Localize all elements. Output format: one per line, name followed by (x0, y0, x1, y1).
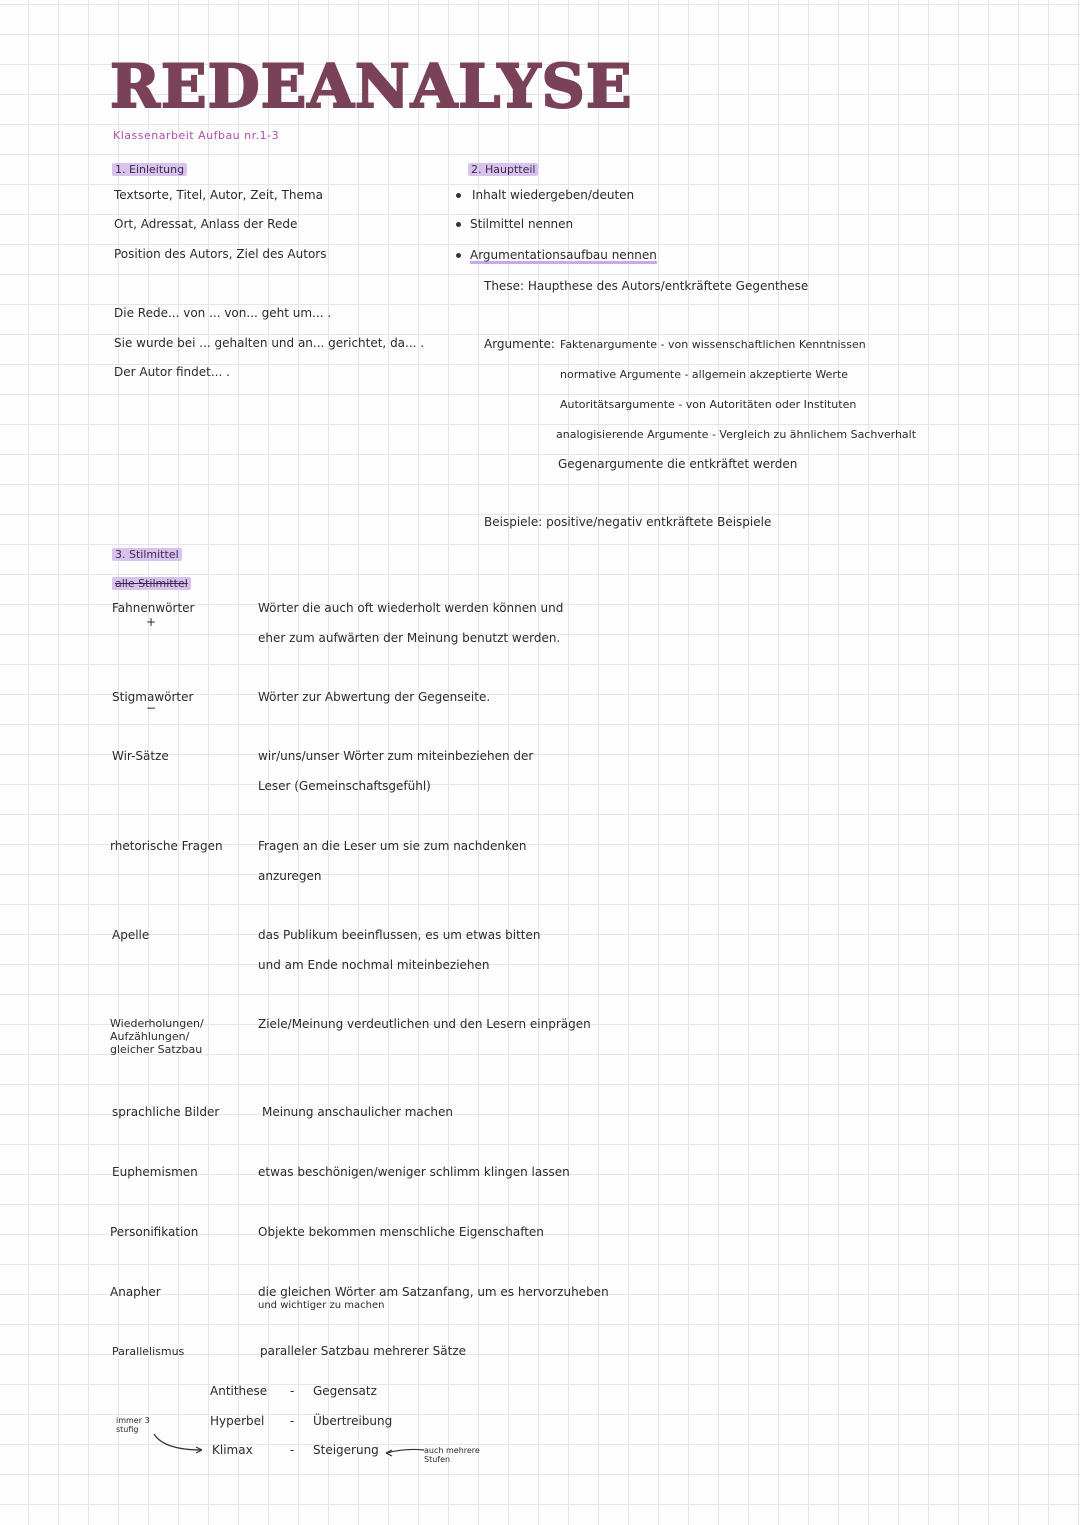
subtitle: Klassenarbeit Aufbau nr.1-3 (113, 129, 280, 142)
argument-item: Autoritätsargumente - von Autoritäten oder Instituten (560, 398, 857, 411)
stilmittel-term: Euphemismen (112, 1165, 198, 1179)
einleitung-line: Textsorte, Titel, Autor, Zeit, Thema (114, 188, 323, 202)
stilmittel-desc: das Publikum beeinflussen, es um etwas bitten (258, 928, 541, 942)
argument-item: normative Argumente - allgemein akzeptierte Werte (560, 368, 849, 381)
beispiele-label: Beispiele: (484, 515, 543, 529)
minus-mark: − (146, 701, 157, 715)
einleitung-phrase: Der Autor findet... . (114, 365, 230, 379)
stilmittel-desc: etwas beschönigen/weniger schlimm klingen lassen (258, 1165, 570, 1179)
stilmittel-term: Fahnenwörter (112, 601, 195, 615)
note-immer: immer 3 stufig (116, 1416, 150, 1434)
stilmittel-desc: Objekte bekommen menschliche Eigenschaften (258, 1225, 544, 1239)
dash: - (290, 1414, 295, 1428)
stilmittel-desc: paralleler Satzbau mehrerer Sätze (260, 1344, 467, 1358)
these-text: Haupthese des Autors/entkräftete Gegenthese (527, 279, 809, 293)
stilmittel-term: Wiederholungen/ Aufzählungen/ gleicher Satzbau (110, 1017, 204, 1056)
dash: - (290, 1384, 295, 1398)
stilmittel-desc: wir/uns/unser Wörter zum miteinbeziehen der (258, 749, 534, 763)
stilmittel-desc: Meinung anschaulicher machen (262, 1105, 453, 1119)
stilmittel-desc: Wörter die auch oft wiederholt werden können und (258, 601, 564, 615)
stilmittel-term: Stigmawörter (112, 690, 194, 704)
hauptteil-heading-text: 2. Hauptteil (468, 163, 538, 176)
einleitung-phrase: Die Rede... von ... von... geht um... . (114, 306, 332, 320)
section-stilmittel-heading (112, 543, 182, 562)
these-label: These: (484, 279, 524, 293)
argument-item: Gegenargumente die entkräftet werden (558, 457, 798, 471)
einleitung-line: Ort, Adressat, Anlass der Rede (114, 217, 298, 231)
stilmittel-term: Apelle (112, 928, 150, 942)
arrow-icon (150, 1430, 220, 1456)
stilmittel-term: sprachliche Bilder (112, 1105, 220, 1119)
hauptteil-bullet: Inhalt wiedergeben/deuten (472, 188, 635, 202)
bullet-icon (456, 253, 461, 258)
argument-item: Faktenargumente - von wissenschaftlichen Kenntnissen (560, 338, 866, 351)
section-einleitung-heading (112, 158, 187, 177)
stilmittel-term: Parallelismus (112, 1345, 185, 1358)
hauptteil-bullet: Stilmittel nennen (470, 217, 574, 231)
argumentationsaufbau-text: Argumentationsaufbau nennen (470, 248, 657, 262)
beispiele-row (484, 515, 771, 529)
extra-term: Klimax (212, 1443, 253, 1457)
stilmittel-subheading (112, 572, 191, 591)
stilmittel-term: Wir-Sätze (112, 749, 169, 763)
extra-desc: Steigerung (313, 1443, 379, 1457)
stilmittel-desc: Fragen an die Leser um sie zum nachdenken (258, 839, 527, 853)
argumente-label: Argumente: (484, 337, 555, 351)
stilmittel-desc: und am Ende nochmal miteinbeziehen (258, 958, 490, 972)
stilmittel-desc: Ziele/Meinung verdeutlichen und den Lesern einprägen (258, 1017, 591, 1031)
stilmittel-desc: Wörter zur Abwertung der Gegenseite. (258, 690, 491, 704)
plus-mark: + (146, 615, 157, 629)
stilmittel-subheading-text: alle Stilmittel (112, 577, 191, 590)
argument-item: analogisierende Argumente - Vergleich zu ähnlichem Sachverhalt (556, 428, 917, 441)
note-mehrere-stufen: auch mehrere Stufen (424, 1446, 480, 1464)
stilmittel-desc: und wichtiger zu machen (258, 1300, 385, 1311)
stilmittel-heading-text: 3. Stilmittel (112, 548, 182, 561)
page-title: REDEANALYSE (110, 52, 633, 122)
extra-term: Hyperbel (210, 1414, 265, 1428)
beispiele-text: positive/negativ entkräftete Beispiele (546, 515, 772, 529)
extra-term: Antithese (210, 1384, 268, 1398)
einleitung-heading-text: 1. Einleitung (112, 163, 187, 176)
stilmittel-desc: eher zum aufwärten der Meinung benutzt werden. (258, 631, 561, 645)
stilmittel-term: Personifikation (110, 1225, 199, 1239)
extra-desc: Gegensatz (313, 1384, 377, 1398)
hauptteil-bullet (470, 248, 657, 262)
einleitung-line: Position des Autors, Ziel des Autors (114, 247, 327, 261)
stilmittel-desc: die gleichen Wörter am Satzanfang, um es hervorzuheben (258, 1285, 609, 1299)
these-row (484, 279, 808, 293)
arrow-left-icon (382, 1444, 426, 1460)
section-hauptteil-heading (468, 158, 538, 177)
bullet-icon (456, 222, 461, 227)
stilmittel-term: rhetorische Fragen (110, 839, 223, 853)
stilmittel-term: Anapher (110, 1285, 161, 1299)
stilmittel-desc: Leser (Gemeinschaftsgefühl) (258, 779, 431, 793)
bullet-icon (456, 193, 461, 198)
stilmittel-desc: anzuregen (258, 869, 322, 883)
einleitung-phrase: Sie wurde bei ... gehalten und an... gerichtet, da... . (114, 336, 425, 350)
extra-desc: Übertreibung (313, 1414, 393, 1428)
dash: - (290, 1443, 295, 1457)
